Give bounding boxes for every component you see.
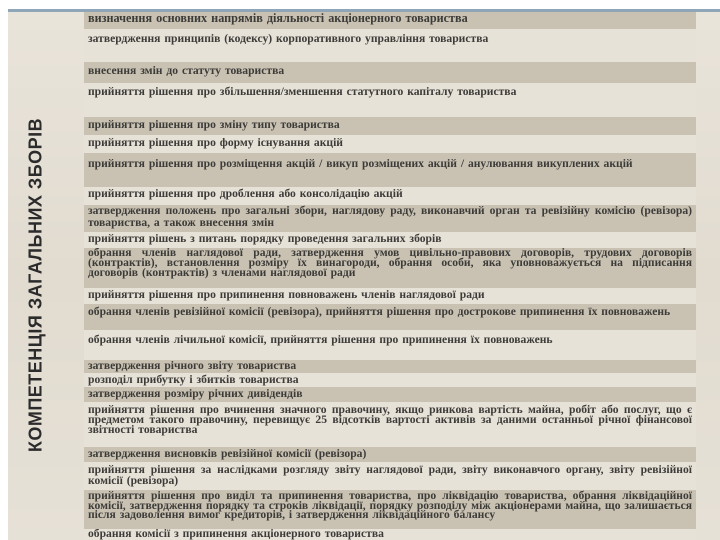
table-row-15: затвердження річного звіту товариства	[84, 360, 696, 373]
table-row-16: розподіл прибутку і збитків товариства	[84, 373, 696, 387]
table-row-4: прийняття рішення про збільшення/зменшення статутного капіталу товариства	[84, 83, 696, 117]
table-row-18: прийняття рішення про вчинення значного правочину, якщо ринкова вартість майна, робіт або послуг, що є предметом такого правочину, перевищує 25 відсотків вартості активів за даними останньої річної фінансової звітності товариства	[84, 402, 696, 447]
table-row-21: прийняття рішення про виділ та припинення товариства, про ліквідацію товариства, обрання ліквідаційної комісії, затвердження порядку та строків ліквідації, порядку розподілу між акціонерами майна, що залишається після задоволення вимог кредиторів, і затвердження ліквідаційного балансу	[84, 490, 696, 529]
competence-table	[84, 12, 696, 540]
table-row-9: затвердження положень про загальні збори, наглядову раду, виконавчий орган та ревізійну комісію (ревізора) товариства, а також внесення змін	[84, 205, 696, 232]
slide-title	[22, 117, 50, 453]
table-row-3: внесення змін до статуту товариства	[84, 62, 696, 83]
table-row-7: прийняття рішення про розміщення акцій / викуп розміщених акцій / анулювання викуплених акцій	[84, 153, 696, 187]
table-row-14: обрання членів лічильної комісії, прийняття рішення про припинення їх повноважень	[84, 330, 696, 360]
table-row-12: прийняття рішення про припинення повноважень членів наглядової ради	[84, 288, 696, 304]
table-row-17: затвердження розміру річних дивідендів	[84, 387, 696, 402]
table-row-5: прийняття рішення про зміну типу товариства	[84, 117, 696, 135]
table-row-13: обрання членів ревізійної комісії (ревізора), прийняття рішення про дострокове припинення їх повноважень	[84, 304, 696, 330]
table-row-10: прийняття рішень з питань порядку проведення загальних зборів	[84, 232, 696, 248]
table-row-6: прийняття рішення про форму існування акцій	[84, 135, 696, 153]
table-row-1: визначення основних напрямів діяльності акціонерного товариства	[84, 12, 696, 29]
table-row-2: затвердження принципів (кодексу) корпоративного управління товариства	[84, 29, 696, 62]
table-row-20: прийняття рішення за наслідками розгляду звіту наглядової ради, звіту виконавчого органу, звіту ревізійної комісії (ревізора)	[84, 462, 696, 490]
table-row-11: обрання членів наглядової ради, затвердження умов цивільно-правових договорів, трудових договорів (контрактів), встановлення розміру їх винагороди, обрання особи, яка уповноважується на підписання договорів (контрактів) з членами наглядової ради	[84, 248, 696, 288]
slide-title-text: КОМПЕТЕНЦІЯ ЗАГАЛЬНИХ ЗБОРІВ	[25, 117, 46, 453]
table-row-19: затвердження висновків ревізійної комісії (ревізора)	[84, 447, 696, 462]
table-row-22: обрання комісії з припинення акціонерного товариства	[84, 529, 696, 540]
table-row-8: прийняття рішення про дроблення або консолідацію акцій	[84, 187, 696, 205]
